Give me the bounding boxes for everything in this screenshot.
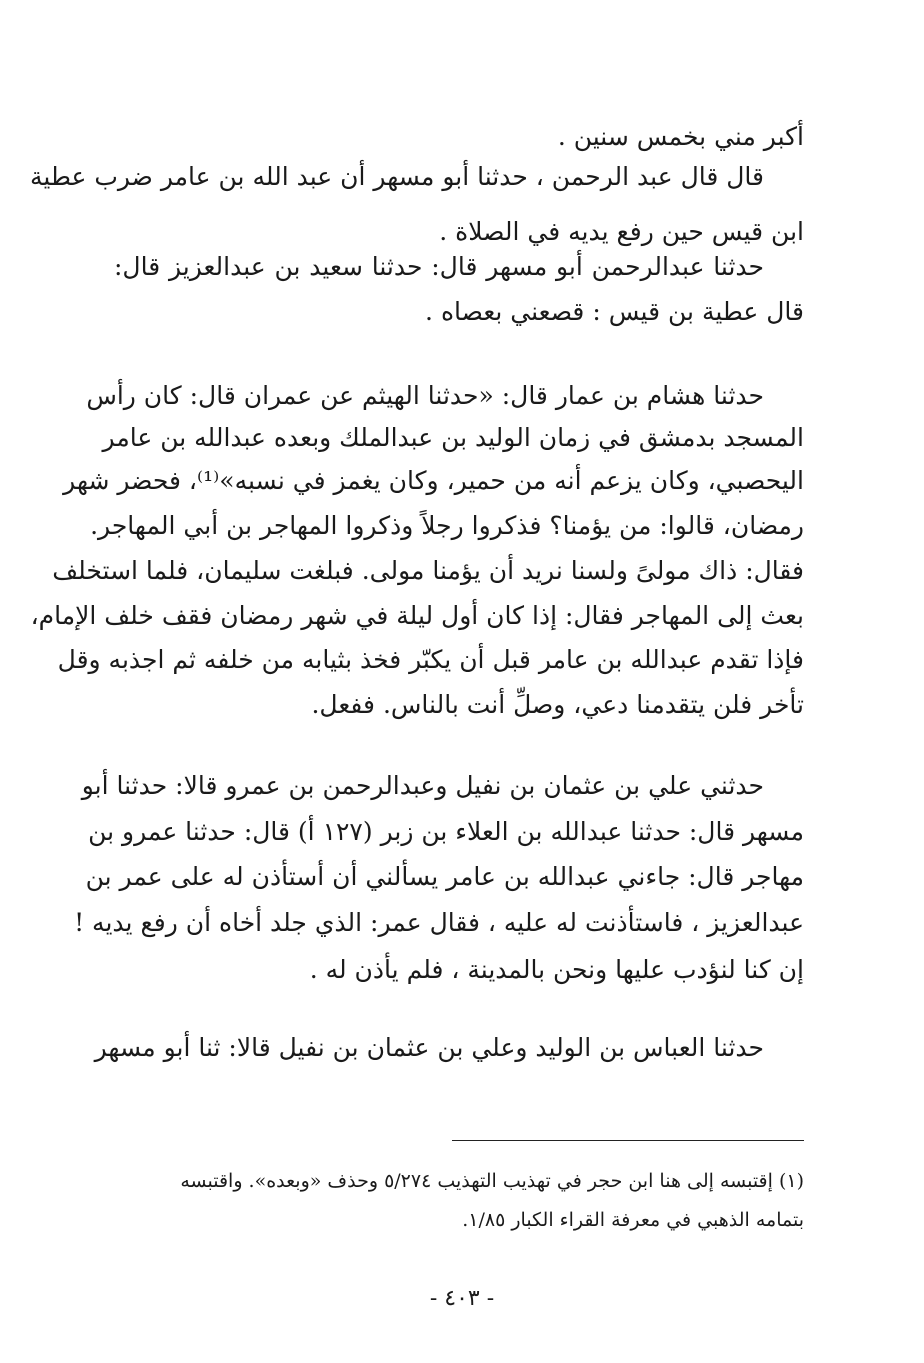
text-line-1: أكبر مني بخمس سنين . bbox=[557, 122, 804, 151]
text-line-9: رمضان، قالوا: من يؤمنا؟ فذكروا رجلاً وذكروا المهاجر بن أبي المهاجر. bbox=[90, 511, 804, 540]
text-line-10: فقال: ذاك مولىً ولسنا نريد أن يؤمنا مولى. فبلغت سليمان، فلما استخلف bbox=[52, 556, 804, 585]
text-line-11: بعث إلى المهاجر فقال: إذا كان أول ليلة في شهر رمضان فقف خلف الإمام، bbox=[30, 601, 804, 630]
text-line-7: المسجد بدمشق في زمان الوليد بن عبدالملك وبعده عبدالله بن عامر bbox=[102, 423, 804, 452]
text-line-16: مهاجر قال: جاءني عبدالله بن عامر يسألني أن أستأذن له على عمر بن bbox=[85, 862, 804, 891]
page-number: - ٤٠٣ - bbox=[429, 1286, 495, 1311]
text-line-5: قال عطية بن قيس : قصعني بعصاه . bbox=[425, 297, 804, 326]
footnote-line-1: (١) إقتبسه إلى هنا ابن حجر في تهذيب التهذيب ٥/٢٧٤ وحذف «وبعده». واقتبسه bbox=[180, 1170, 804, 1192]
text-line-15: مسهر قال: حدثنا عبدالله بن العلاء بن زبر (١٢٧ أ) قال: حدثنا عمرو بن bbox=[88, 817, 804, 846]
text-line-12: فإذا تقدم عبدالله بن عامر قبل أن يكبّر فخذ بثيابه من خلفه ثم اجذبه وقل bbox=[57, 645, 804, 674]
footnote-divider bbox=[452, 1140, 804, 1141]
text-line-13: تأخر فلن يتقدمنا دعي، وصلِّ أنت بالناس. ففعل. bbox=[311, 690, 804, 719]
text-line-14: حدثني علي بن عثمان بن نفيل وعبدالرحمن بن عمرو قالا: حدثنا أبو bbox=[81, 771, 764, 800]
text-line-17: عبدالعزيز ، فاستأذنت له عليه ، فقال عمر: الذي جلد أخاه أن رفع يديه ! bbox=[74, 908, 804, 937]
text-line-8: اليحصبي، وكان يزعم أنه من حمير، وكان يغمز في نسبه»⁽¹⁾، فحضر شهر bbox=[63, 466, 804, 495]
text-line-18: إن كنا لنؤدب عليها ونحن بالمدينة ، فلم يأذن له . bbox=[309, 955, 804, 984]
text-line-19: حدثنا العباس بن الوليد وعلي بن عثمان بن نفيل قالا: ثنا أبو مسهر bbox=[94, 1033, 764, 1062]
text-line-6: حدثنا هشام بن عمار قال: «حدثنا الهيثم عن عمران قال: كان رأس bbox=[86, 381, 764, 410]
text-line-3: ابن قيس حين رفع يديه في الصلاة . bbox=[439, 217, 804, 246]
text-line-2: قال قال عبد الرحمن ، حدثنا أبو مسهر أن عبد الله بن عامر ضرب عطية bbox=[30, 162, 764, 191]
footnote-line-2: بتمامه الذهبي في معرفة القراء الكبار ١/٨٥. bbox=[462, 1209, 804, 1231]
text-line-4: حدثنا عبدالرحمن أبو مسهر قال: حدثنا سعيد بن عبدالعزيز قال: bbox=[114, 252, 764, 281]
